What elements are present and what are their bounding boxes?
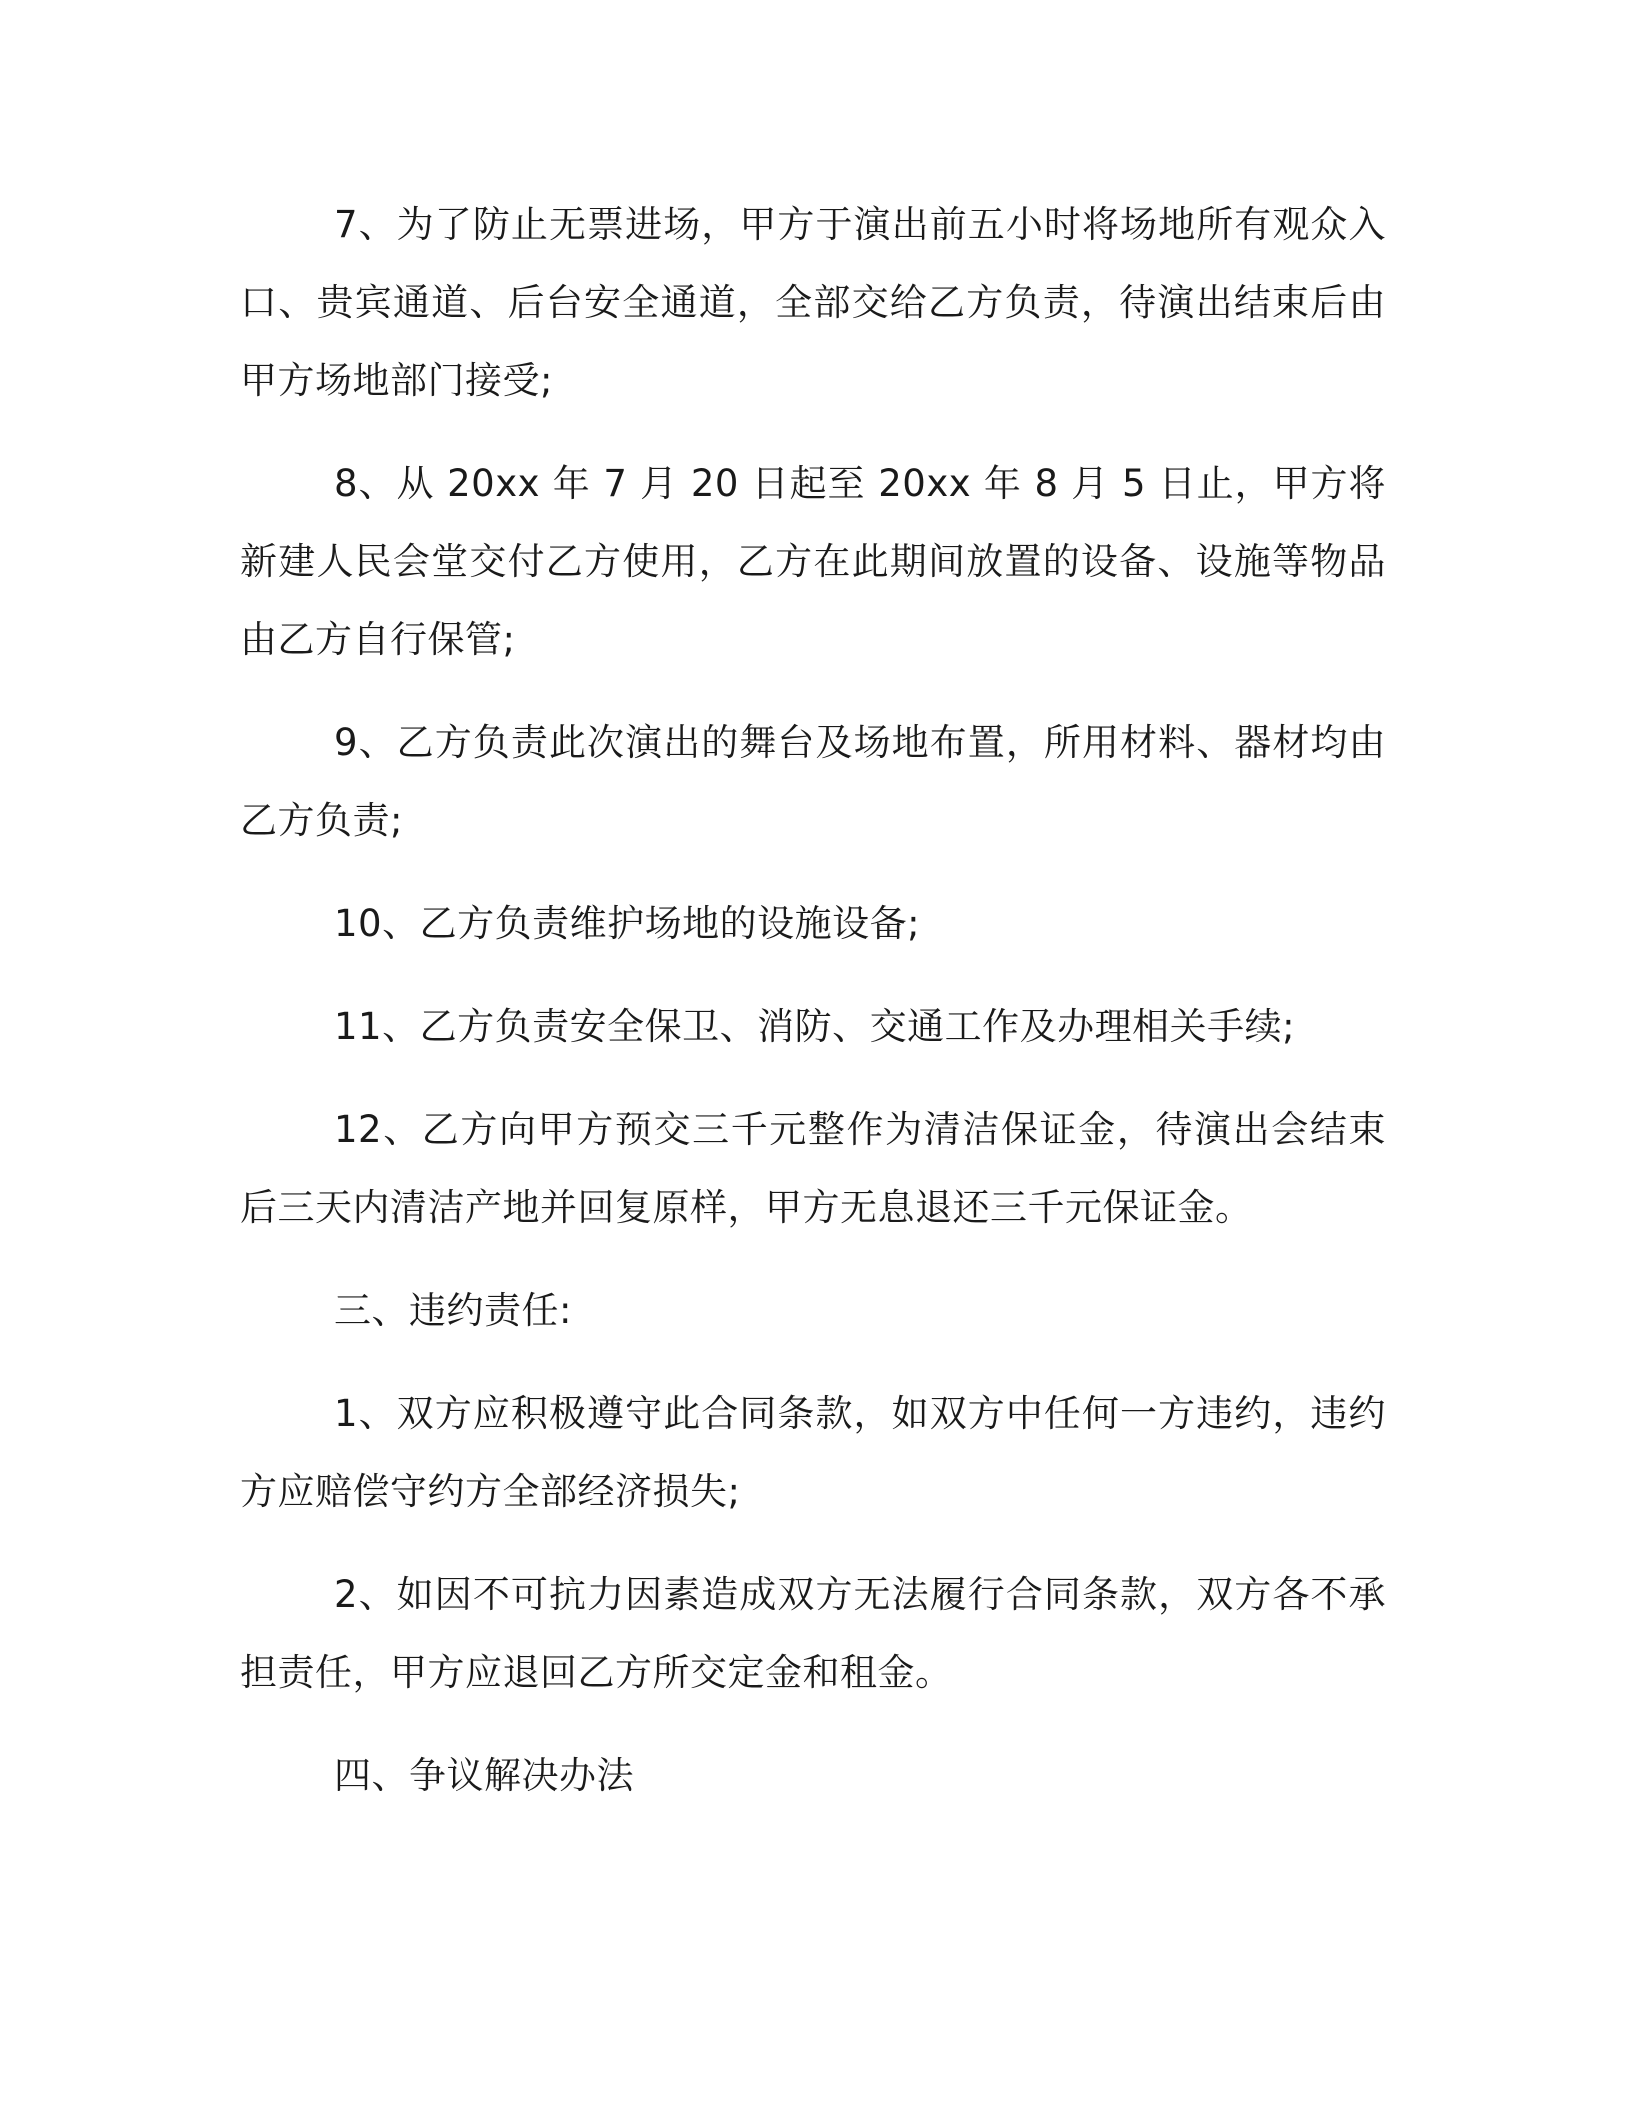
section-heading-breach-liability: 三、违约责任: — [334, 1289, 572, 1332]
breach-clause-2: 2、如因不可抗力因素造成双方无法履行合同条款，双方各不承担责任，甲方应退回乙方所交定金和租金。 — [240, 1573, 1386, 1694]
clause-12: 12、乙方向甲方预交三千元整作为清洁保证金，待演出会结束后三天内清洁产地并回复原样，甲方无息退还三千元保证金。 — [240, 1108, 1386, 1229]
document-body — [240, 186, 1386, 1840]
clause-10: 10、乙方负责维护场地的设施设备; — [334, 902, 921, 945]
clause-9: 9、乙方负责此次演出的舞台及场地布置，所用材料、器材均由乙方负责; — [240, 721, 1386, 842]
clause-8: 8、从 20xx 年 7 月 20 日起至 20xx 年 8 月 5 日止，甲方将新建人民会堂交付乙方使用，乙方在此期间放置的设备、设施等物品由乙方自行保管; — [240, 462, 1386, 661]
section-heading-dispute-resolution: 四、争议解决办法 — [334, 1754, 634, 1797]
breach-clause-1: 1、双方应积极遵守此合同条款，如双方中任何一方违约，违约方应赔偿守约方全部经济损失; — [240, 1392, 1386, 1513]
clause-11: 11、乙方负责安全保卫、消防、交通工作及办理相关手续; — [334, 1005, 1296, 1048]
clause-7: 7、为了防止无票进场，甲方于演出前五小时将场地所有观众入口、贵宾通道、后台安全通道，全部交给乙方负责，待演出结束后由甲方场地部门接受; — [240, 203, 1386, 402]
